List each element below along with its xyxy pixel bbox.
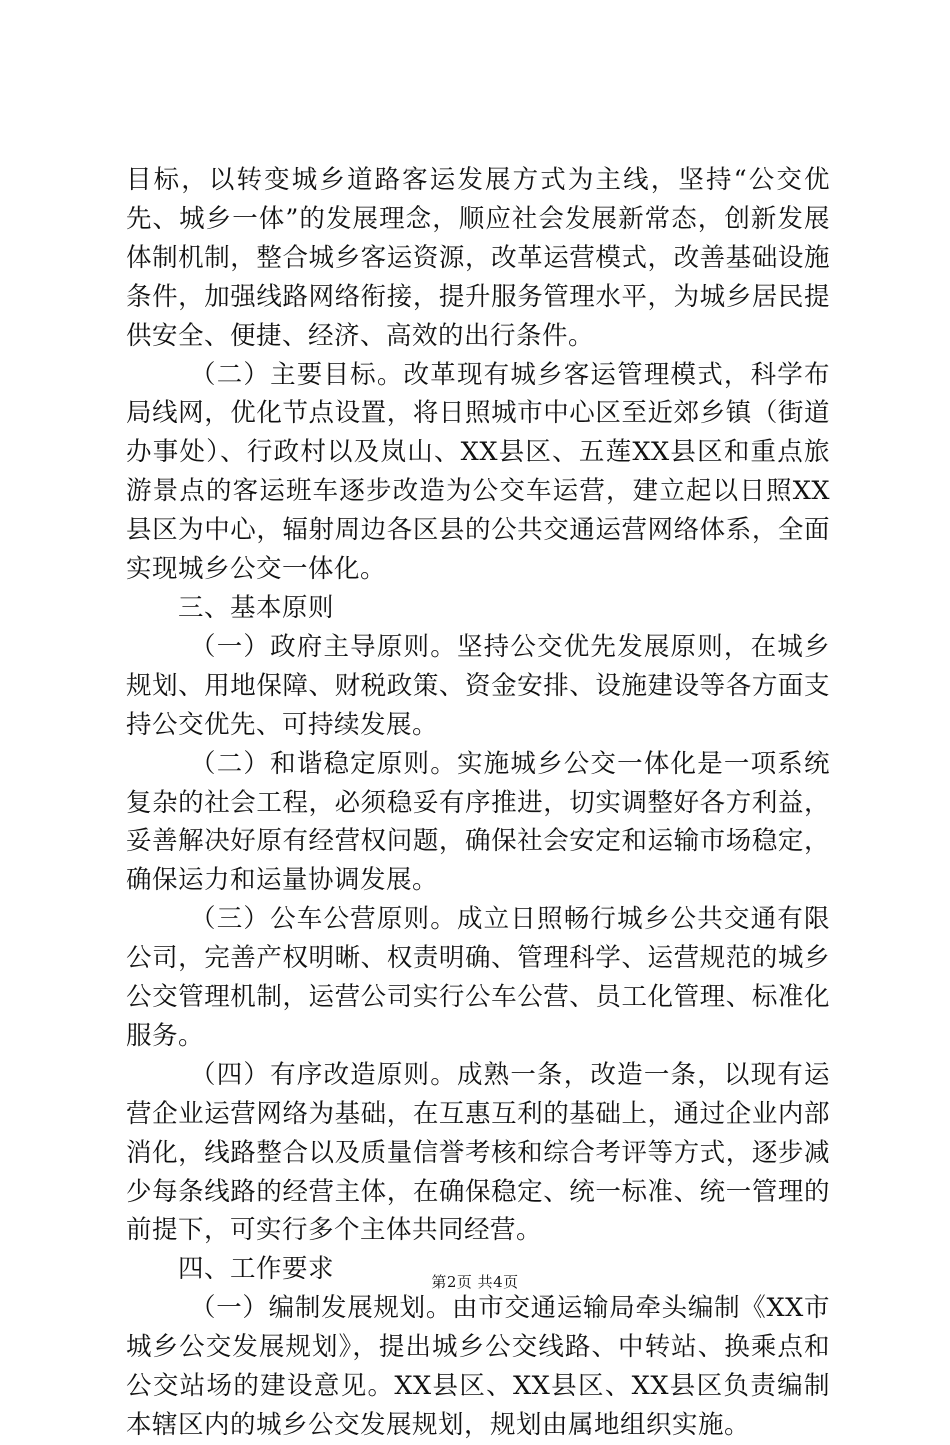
page-number-footer: 第2页 共4页 (431, 1273, 519, 1291)
paragraph-goal-continuation: 目标，以转变城乡道路客运发展方式为主线，坚持“公交优先、城乡一体”的发展理念，顺应社会发展新常态，创新发展体制机制，整合城乡客运资源，改革运营模式，改善基础设施条件，加强线路网络衔接，提升服务管理水平，为城乡居民提供安全、便捷、经济、高效的出行条件。 (126, 165, 830, 351)
paragraph-principle-government-led: （一）政府主导原则。坚持公交优先发展原则，在城乡规划、用地保障、财税政策、资金安排、设施建设等各方面支持公交优先、可持续发展。 (126, 631, 830, 740)
paragraph-principle-orderly-reform: （四）有序改造原则。成熟一条，改造一条，以现有运营企业运营网络为基础，在互惠互利的基础上，通过企业内部消化，线路整合以及质量信誉考核和综合考评等方式，逐步减少每条线路的经营主体，在确保稳定、统一标准、统一管理的前提下，可实行多个主体共同经营。 (126, 1059, 830, 1246)
paragraph-principle-harmony-stability: （二）和谐稳定原则。实施城乡公交一体化是一项系统复杂的社会工程，必须稳妥有序推进，切实调整好各方利益，妥善解决好原有经营权问题，确保社会安定和运输市场稳定，确保运力和运量协调发展。 (126, 748, 830, 896)
paragraph-development-plan: （一）编制发展规划。由市交通运输局牵头编制《XX市城乡公交发展规划》，提出城乡公交线路、中转站、换乘点和公交站场的建设意见。XX县区、XX县区、XX县区负责编制本辖区内的城乡公交发展规划，规划由属地组织实施。 (126, 1293, 830, 1440)
section-heading-basic-principles: 三、基本原则 (178, 592, 335, 623)
paragraph-main-goals: （二）主要目标。改革现有城乡客运管理模式，科学布局线网，优化节点设置，将日照城市中心区至近郊乡镇（街道办事处）、行政村以及岚山、XX县区、五莲XX县区和重点旅游景点的客运班车逐步改造为公交车运营，建立起以日照XX县区为中心，辐射周边各区县的公共交通运营网络体系，全面实现城乡公交一体化。 (126, 359, 830, 585)
section-heading-work-requirements: 四、工作要求 (178, 1254, 335, 1285)
paragraph-principle-public-operation: （三）公车公营原则。成立日照畅行城乡公共交通有限公司，完善产权明晰、权责明确、管理科学、运营规范的城乡公交管理机制，运营公司实行公车公营、员工化管理、标准化服务。 (126, 904, 830, 1051)
document-body (126, 161, 830, 1445)
